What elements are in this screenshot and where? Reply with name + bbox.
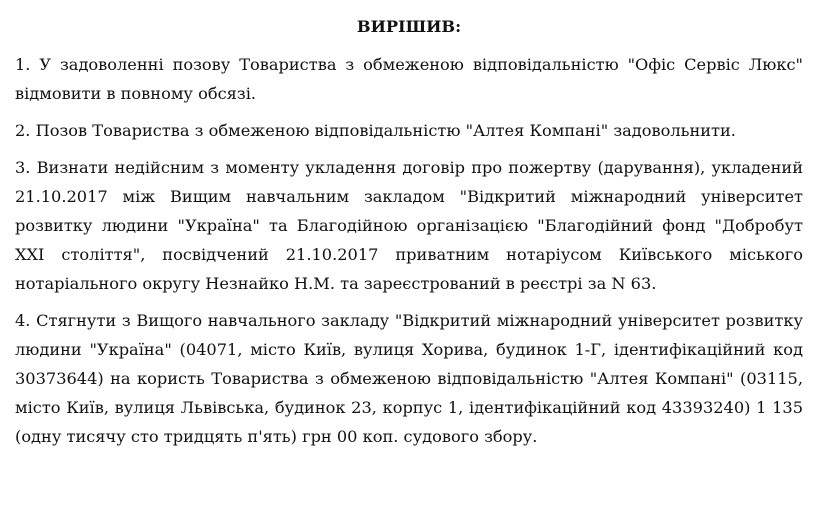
decision-item-1: 1. У задоволенні позову Товариства з обмеженою відповідальністю "Офіс Сервіс Люкс" відмовити в повному обсязі.	[15, 55, 803, 103]
court-decision-document	[15, 12, 803, 451]
decision-heading: ВИРІШИВ:	[356, 17, 462, 36]
decision-item-2: 2. Позов Товариства з обмеженою відповідальністю "Алтея Компані" задовольнити.	[15, 121, 736, 140]
decision-item-4: 4. Стягнути з Вищого навчального закладу "Відкритий міжнародний університет розвитку людини "Україна" (04071, місто Київ, вулиця Хорива, будинок 1-Г, ідентифікаційний код 30373644) на користь Товариства з обмеженою відповідальністю "Алтея Компані" (03115, місто Київ, вулиця Львівська, будинок 23, корпус 1, ідентифікаційний код 43393240) 1 135 (одну тисячу сто тридцять п'ять) грн 00 коп. судового збору.	[15, 311, 803, 446]
decision-item-3: 3. Визнати недійсним з моменту укладення договір про пожертву (дарування), укладений 21.10.2017 між Вищим навчальним закладом "Відкритий міжнародний університет розвитку людини "Україна" та Благодійною організацією "Благодійний фонд "Добробут XXI століття", посвідчений 21.10.2017 приватним нотаріусом Київського міського нотаріального округу Незнайко Н.М. та зареєстрований в реєстрі за N 63.	[15, 158, 803, 293]
